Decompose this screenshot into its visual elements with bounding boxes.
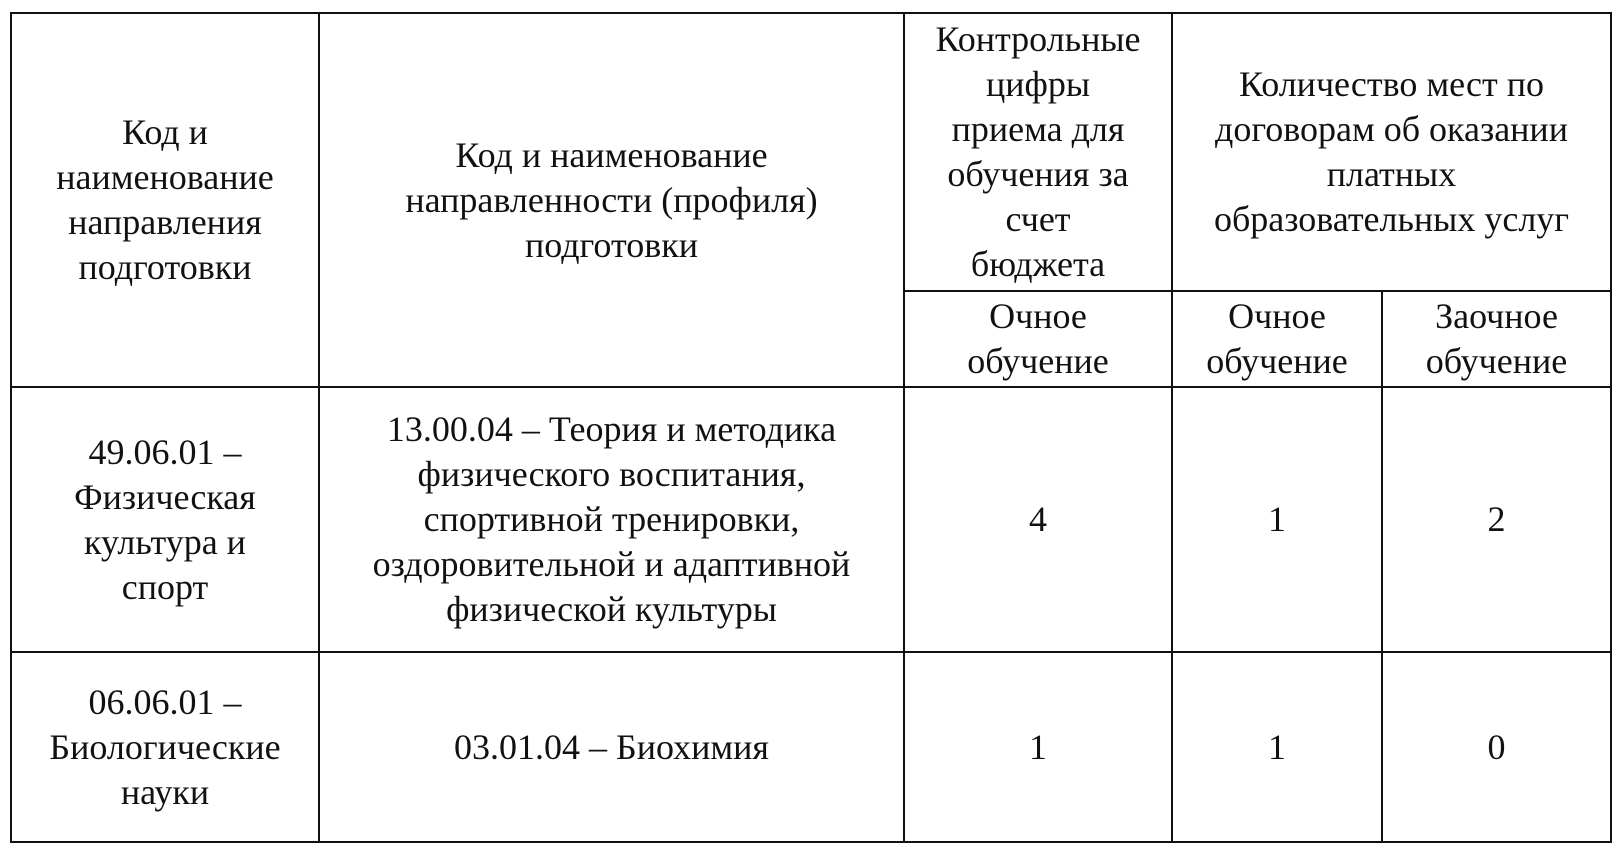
header-paid-fulltime: Очное обучение xyxy=(1172,291,1382,387)
header-budget-quota: Контрольные цифры приема для обучения за счет бюджета xyxy=(904,13,1172,291)
admission-table xyxy=(10,12,1612,843)
admission-table-wrapper xyxy=(10,12,1612,843)
header-direction-code: Код и наименование направления подготовки xyxy=(11,13,319,387)
cell-profile: 03.01.04 – Биохимия xyxy=(319,652,904,842)
header-paid-places: Количество мест по договорам об оказании платных образовательных услуг xyxy=(1172,13,1611,291)
cell-direction: 49.06.01 – Физическая культура и спорт xyxy=(11,387,319,652)
cell-paid-parttime: 2 xyxy=(1382,387,1611,652)
table-row xyxy=(11,387,1611,652)
header-budget-fulltime: Очное обучение xyxy=(904,291,1172,387)
cell-paid-fulltime: 1 xyxy=(1172,652,1382,842)
header-paid-parttime: Заочное обучение xyxy=(1382,291,1611,387)
cell-profile: 13.00.04 – Теория и методика физического воспитания, спортивной тренировки, оздоровительной и адаптивной физической культуры xyxy=(319,387,904,652)
cell-direction: 06.06.01 – Биологические науки xyxy=(11,652,319,842)
cell-budget-fulltime: 4 xyxy=(904,387,1172,652)
cell-paid-parttime: 0 xyxy=(1382,652,1611,842)
table-row xyxy=(11,652,1611,842)
cell-paid-fulltime: 1 xyxy=(1172,387,1382,652)
header-row-top xyxy=(11,13,1611,291)
cell-budget-fulltime: 1 xyxy=(904,652,1172,842)
header-profile-code: Код и наименование направленности (профиля) подготовки xyxy=(319,13,904,387)
